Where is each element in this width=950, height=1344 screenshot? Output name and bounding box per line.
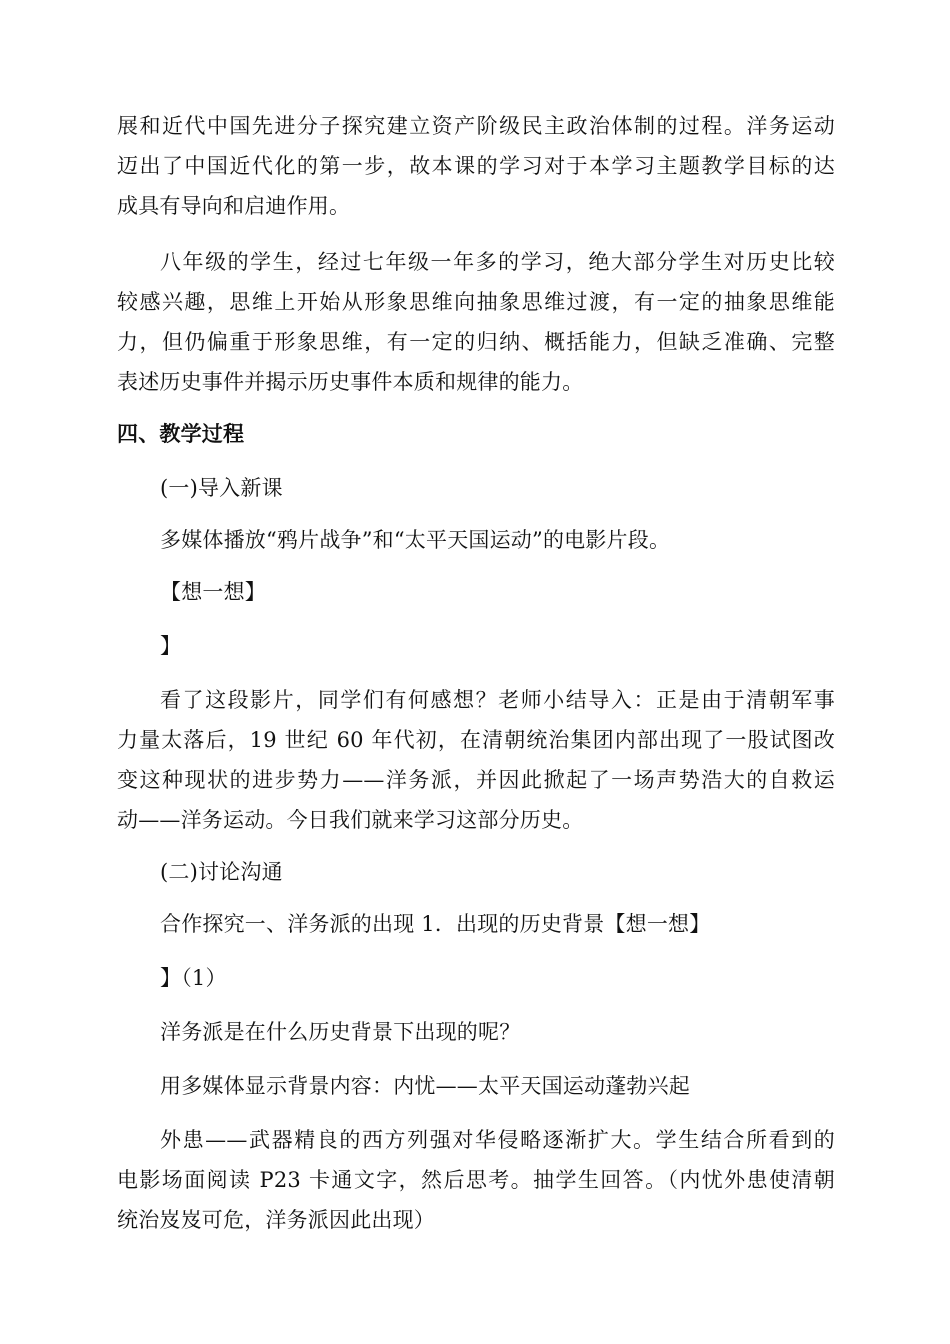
paragraph-line: 电影场面阅读 P23 卡通文字，然后思考。抽学生回答。（内忧外患使清朝	[117, 1168, 835, 1192]
paragraph-line: 展和近代中国先进分子探究建立资产阶级民主政治体制的过程。洋务运动	[117, 114, 835, 138]
paragraph-line: 成具有导向和启迪作用。	[117, 194, 351, 218]
subsection-title: (二)讨论沟通	[160, 860, 283, 884]
paragraph-line: 洋务派是在什么历史背景下出现的呢？	[160, 1020, 521, 1044]
paragraph-line: 统治岌岌可危，洋务派因此出现）	[117, 1208, 435, 1232]
paragraph-line: 迈出了中国近代化的第一步，故本课的学习对于本学习主题教学目标的达	[117, 154, 835, 178]
paragraph-line: 多媒体播放“鸦片战争”和“太平天国运动”的电影片段。	[160, 528, 671, 552]
paragraph-line: 用多媒体显示背景内容：内忧——太平天国运动蓬勃兴起	[160, 1074, 690, 1098]
paragraph-line: 动——洋务运动。今日我们就来学习这部分历史。	[117, 808, 584, 832]
paragraph-line: 外患——武器精良的西方列强对华侵略逐渐扩大。学生结合所看到的	[160, 1128, 835, 1152]
paragraph-line: 表述历史事件并揭示历史事件本质和规律的能力。	[117, 370, 584, 394]
paragraph-line: 力量太落后，19 世纪 60 年代初，在清朝统治集团内部出现了一股试图改	[117, 728, 835, 752]
paragraph-line: 变这种现状的进步势力——洋务派，并因此掀起了一场声势浩大的自救运	[117, 768, 835, 792]
think-label: 【想一想】	[160, 580, 266, 604]
think-label-close: 】	[160, 634, 182, 658]
paragraph-line: 合作探究一、洋务派的出现 1．出现的历史背景【想一想】	[160, 912, 711, 936]
paragraph-line: 力，但仍偏重于形象思维，有一定的归纳、概括能力，但缺乏准确、完整	[117, 330, 835, 354]
paragraph-line: 看了这段影片，同学们有何感想？老师小结导入：正是由于清朝军事	[160, 688, 835, 712]
paragraph-line: 较感兴趣，思维上开始从形象思维向抽象思维过渡，有一定的抽象思维能	[117, 290, 835, 314]
subsection-title: (一)导入新课	[160, 476, 283, 500]
paragraph-line: 】（1）	[160, 966, 227, 990]
paragraph-line: 八年级的学生，经过七年级一年多的学习，绝大部分学生对历史比较	[160, 250, 835, 274]
section-heading: 四、教学过程	[117, 421, 245, 446]
